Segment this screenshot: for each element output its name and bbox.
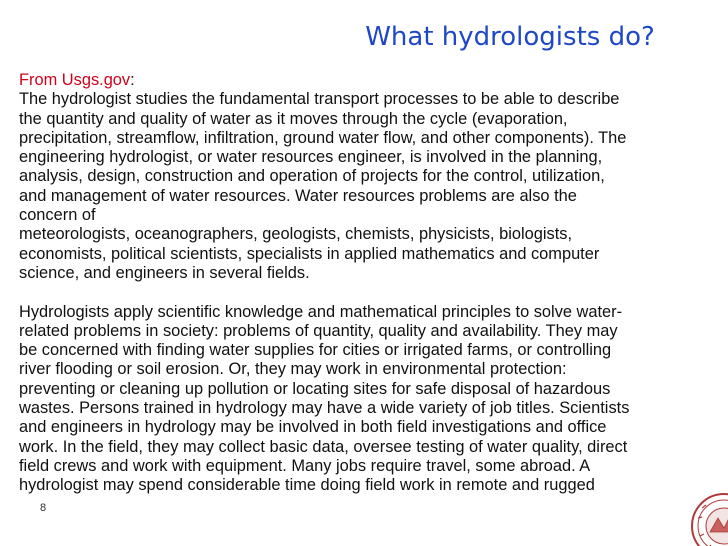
source-line — [19, 71, 709, 90]
paragraph-line: The hydrologist studies the fundamental transport processes to be able to describe — [19, 90, 620, 109]
paragraph-line: be concerned with finding water supplies for cities or irrigated farms, or controlling — [19, 341, 612, 360]
paragraph-line: engineering hydrologist, or water resources engineer, is involved in the planning, — [19, 148, 603, 167]
paragraph-line: field crews and work with equipment. Many jobs require travel, some abroad. A — [19, 456, 591, 475]
paragraph-line: wastes. Persons trained in hydrology may have a wide variety of job titles. Scientists — [19, 399, 630, 418]
paragraph-line: and management of water resources. Water resources problems are also the — [19, 186, 577, 205]
paragraph-line: meteorologists, oceanographers, geologists, chemists, physicists, biologists, — [19, 225, 572, 244]
paragraph-line: related problems in society: problems of quantity, quality and availability. They may — [19, 321, 618, 340]
paragraph-2 — [19, 303, 709, 496]
paragraph-line: Hydrologists apply scientific knowledge and mathematical principles to solve water- — [19, 302, 623, 321]
university-seal-icon — [688, 488, 728, 546]
page-number: 8 — [40, 502, 47, 514]
slide-title: What hydrologists do? — [365, 22, 655, 52]
source-colon: : — [130, 71, 135, 89]
paragraph-line: economists, political scientists, specialists in applied mathematics and computer — [19, 244, 600, 263]
paragraph-line: river flooding or soil erosion. Or, they may work in environmental protection: — [19, 360, 567, 379]
paragraph-line: the quantity and quality of water as it moves through the cycle (evaporation, — [19, 109, 568, 128]
source-link[interactable]: From Usgs.gov — [19, 71, 131, 89]
paragraph-line: preventing or cleaning up pollution or locating sites for safe disposal of hazardous — [19, 379, 611, 398]
paragraph-line: and engineers in hydrology may be involved in both field investigations and office — [19, 418, 607, 437]
paragraph-line: analysis, design, construction and operation of projects for the control, utilization, — [19, 167, 605, 186]
paragraph-1 — [19, 90, 709, 283]
paragraph-line: precipitation, streamflow, infiltration, ground water flow, and other components). The — [19, 128, 627, 147]
paragraph-line: science, and engineers in several fields. — [19, 263, 310, 282]
paragraph-gap — [19, 283, 709, 302]
body-text — [19, 71, 709, 496]
paragraph-line: work. In the field, they may collect basic data, oversee testing of water quality, direct — [19, 437, 628, 456]
paragraph-line: concern of — [19, 206, 96, 225]
paragraph-line: hydrologist may spend considerable time doing field work in remote and rugged — [19, 476, 595, 495]
